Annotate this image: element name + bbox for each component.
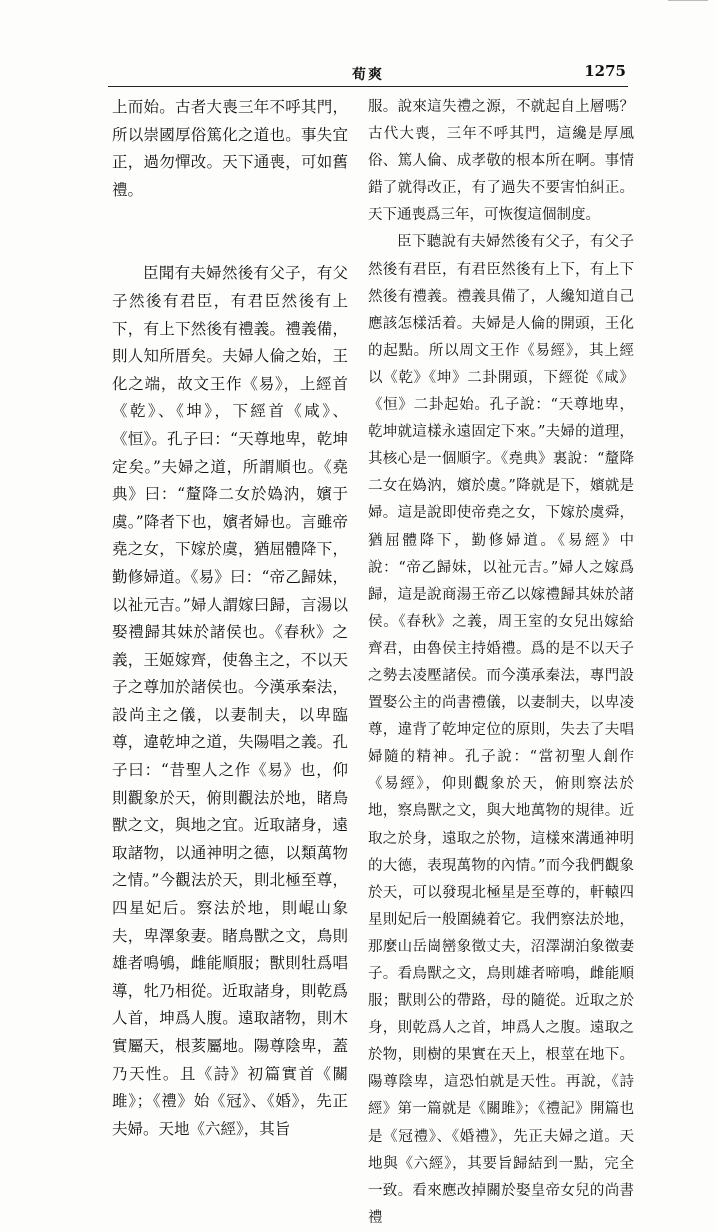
right-column-translation <box>368 94 634 1232</box>
left-paragraph-1: 上而始。古者大喪三年不呼其門，所以崇國厚俗篤化之道也。事失宜正，過勿憚改。天下通喪，可如舊禮。 <box>112 98 348 199</box>
page-number: 1275 <box>584 62 626 80</box>
running-title: 荀爽 <box>352 67 384 83</box>
left-paragraph-2: 臣聞有夫婦然後有父子，有父子然後有君臣，有君臣然後有上下，有上下然後有禮義。禮義備，則人知所厝矣。夫婦人倫之始，王化之端，故文王作《易》，上經首《乾》、《坤》，下經首《咸》、《恒》。孔子曰：“天尊地卑，乾坤定矣。”夫婦之道，所謂順也。《堯典》曰：“釐降二女於媯汭，嬪于虞。”降者下也，嬪者婦也。言雖帝堯之女，下嫁於虞，猶屈體降下，勤修婦道。《易》曰：“帝乙歸妹，以祉元吉。”婦人謂嫁曰歸，言湯以娶禮歸其妹於諸侯也。《春秋》之義，王姬嫁齊，使魯主之，不以天子之尊加於諸侯也。今漢承秦法，設尚主之儀，以妻制夫，以卑臨尊，違乾坤之道，失陽唱之義。孔子曰：“昔聖人之作《易》也，仰則觀象於天，俯則觀法於地，睹鳥獸之文，與地之宜。近取諸身，遠取諸物，以通神明之德，以類萬物之情。”今觀法於天，則北極至尊，四星妃后。察法於地，則崐山象夫，卑澤象妻。睹鳥獸之文，鳥則雄者鳴鴝，雌能順服；獸則牡爲唱導，牝乃相從。近取諸身，則乾爲人首，坤爲人腹。遠取諸物，則木實屬天，根荄屬地。陽尊陰卑，蓋乃天性。且《詩》初篇實首《關雎》；《禮》始《冠》、《婚》，先正夫婦。天地《六經》，其旨 <box>112 264 348 1138</box>
left-column-classical-text <box>112 94 348 1143</box>
right-paragraph-2: 臣下聽說有夫婦然後有父子，有父子然後有君臣，有君臣然後有上下，有上下然後有禮義。禮義具備了，人纔知道自己應該怎樣活着。夫婦是人倫的開頭，王化的起點。所以周文王作《易經》，其上經以《乾》《坤》二卦開頭，下經從《咸》《恒》二卦起始。孔子說：“天尊地卑，乾坤就這樣永遠固定下來。”夫婦的道理，其核心是一個順字。《堯典》裏說：“釐降二女在媯汭，嬪於虞。”降就是下，嬪就是婦。這是說即使帝堯之女，下嫁於虞舜，猶屈體降下，勤修婦道。《易經》中說：“帝乙歸妹，以祉元吉。”婦人之嫁爲歸，這是說商湯王帝乙以嫁禮歸其妹於諸侯。《春秋》之義，周王室的女兒出嫁給齊君，由魯侯主持婚禮。爲的是不以天子之勢去凌壓諸侯。而今漢承秦法，專門設置娶公主的尚書禮儀，以妻制夫，以卑凌尊，違背了乾坤定位的原則，失去了夫唱婦隨的精神。孔子說：“當初聖人創作《易經》，仰則觀象於天，俯則察法於地，察鳥獸之文，與大地萬物的規律。近取之於身，遠取之於物，這樣來溝通神明的大德，表現萬物的內情。”而今我們觀象於天，可以發現北極星是至尊的，軒轅四星則妃后一般圍繞着它。我們察法於地，那麼山岳崗巒象徵丈夫，沼澤湖泊象徵妻子。看鳥獸之文，鳥則雄者啼鳴，雌能順服；獸則公的帶路，母的隨從。近取之於身，則乾爲人之首，坤爲人之腹。遠取之於物，則樹的果實在天上，根莖在地下。陽尊陰卑，這恐怕就是天性。再說，《詩經》第一篇就是《關雎》；《禮記》開篇也是《冠禮》、《婚禮》，先正夫婦之道。天地與《六經》，其要旨歸結到一點，完全一致。看來應改掉關於娶皇帝女兒的尚書禮 <box>368 234 634 1226</box>
corner-mark <box>668 0 708 5</box>
page-header <box>108 60 628 87</box>
paragraph-gap <box>112 204 348 260</box>
right-paragraph-1: 服。說來這失禮之源，不就起自上層嗎？古代大喪，三年不呼其門，這纔是厚風俗、篤人倫、成孝敬的根本所在啊。事情錯了就得改正，有了過失不要害怕糾正。天下通喪爲三年，可恢復這個制度。 <box>368 99 634 224</box>
